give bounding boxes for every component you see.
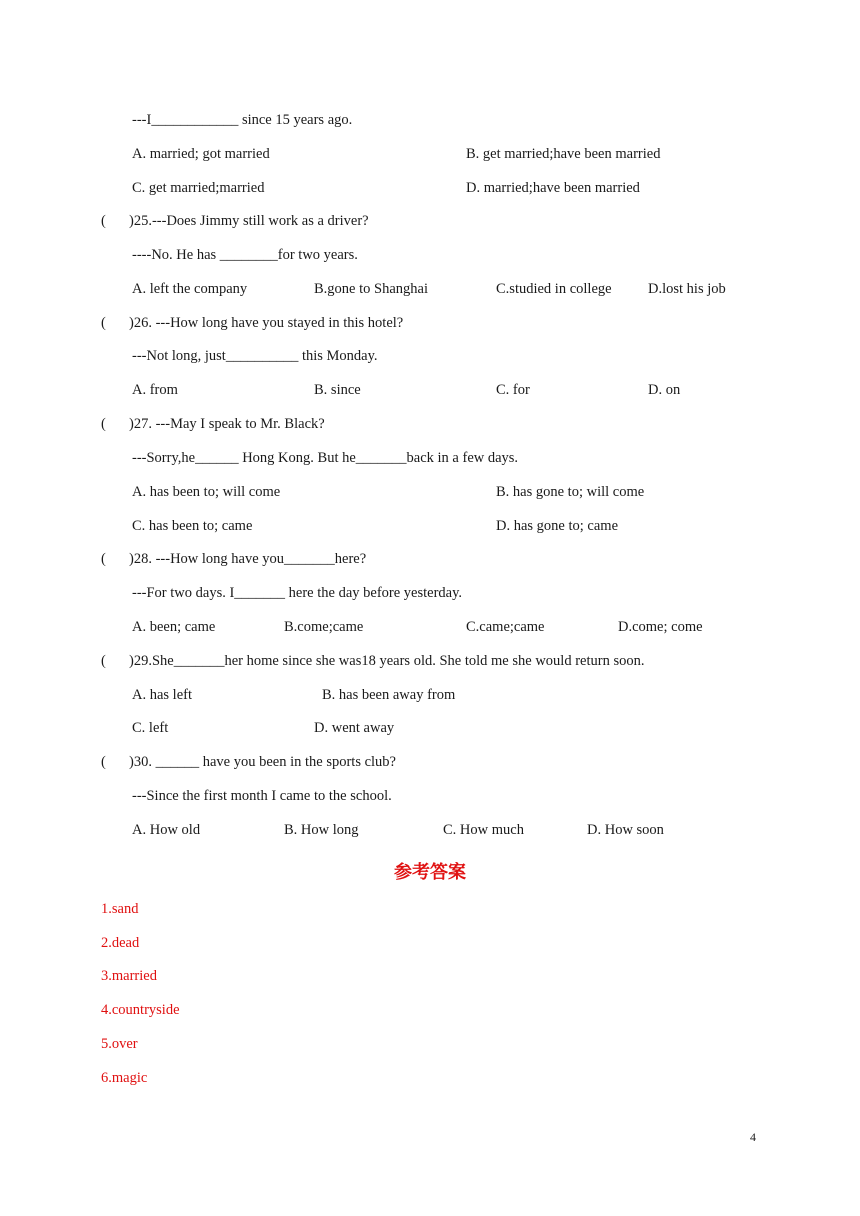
q28-option-b: B.come;came: [284, 619, 364, 635]
q24-option-a: A. married; got married: [132, 146, 270, 162]
answer-item: 4.countryside: [101, 1002, 180, 1018]
answer-item: 6.magic: [101, 1070, 148, 1086]
q29-option-a: A. has left: [132, 687, 192, 703]
q28-option-d: D.come; come: [618, 619, 703, 635]
q25-answer-line: ----No. He has ________for two years.: [132, 247, 358, 263]
q27-option-a: A. has been to; will come: [132, 484, 281, 500]
q28-option-a: A. been; came: [132, 619, 216, 635]
q30-option-a: A. How old: [132, 822, 201, 838]
q25-paren: (: [101, 213, 106, 229]
q27-question: )27. ---May I speak to Mr. Black?: [129, 416, 325, 432]
q26-option-a: A. from: [132, 382, 178, 398]
q27-option-c: C. has been to; came: [132, 518, 253, 534]
q29-option-d: D. went away: [314, 720, 395, 736]
q29-paren: (: [101, 653, 106, 669]
q30-answer-line: ---Since the first month I came to the school.: [132, 788, 392, 804]
q26-question: )26. ---How long have you stayed in this hotel?: [129, 315, 404, 331]
q27-option-d: D. has gone to; came: [496, 518, 619, 534]
q30-option-d: D. How soon: [587, 822, 664, 838]
page-number: 4: [750, 1130, 756, 1144]
q29-option-c: C. left: [132, 720, 169, 736]
q30-option-b: B. How long: [284, 822, 359, 838]
answer-item: 1.sand: [101, 901, 139, 917]
q25-question: )25.---Does Jimmy still work as a driver?: [129, 213, 369, 229]
answer-key-title: 参考答案: [394, 862, 466, 883]
q29-question: )29.She_______her home since she was18 years old. She told me she would return soon.: [129, 653, 645, 669]
answer-item: 3.married: [101, 968, 157, 984]
q30-paren: (: [101, 754, 106, 770]
q30-question: )30. ______ have you been in the sports club?: [129, 754, 396, 770]
q25-option-d: D.lost his job: [648, 281, 726, 297]
q26-option-d: D. on: [648, 382, 681, 398]
q25-option-a: A. left the company: [132, 281, 248, 297]
q27-answer-line: ---Sorry,he______ Hong Kong. But he_______back in a few days.: [132, 450, 519, 466]
q30-option-c: C. How much: [443, 822, 524, 838]
q26-option-c: C. for: [496, 382, 530, 398]
q27-option-b: B. has gone to; will come: [496, 484, 645, 500]
q26-paren: (: [101, 315, 106, 331]
q24-option-c: C. get married;married: [132, 180, 265, 196]
answer-item: 2.dead: [101, 935, 140, 951]
q28-option-c: C.came;came: [466, 619, 545, 635]
q28-paren: (: [101, 551, 106, 567]
q24-answer-line: ---I____________ since 15 years ago.: [132, 112, 353, 128]
q25-option-c: C.studied in college: [496, 281, 612, 297]
q26-answer-line: ---Not long, just__________ this Monday.: [132, 348, 378, 364]
answer-item: 5.over: [101, 1036, 138, 1052]
q26-option-b: B. since: [314, 382, 361, 398]
q24-option-d: D. married;have been married: [466, 180, 640, 196]
q29-option-b: B. has been away from: [322, 687, 456, 703]
q24-option-b: B. get married;have been married: [466, 146, 661, 162]
q27-paren: (: [101, 416, 106, 432]
q28-answer-line: ---For two days. I_______ here the day before yesterday.: [132, 585, 463, 601]
q28-question: )28. ---How long have you_______here?: [129, 551, 367, 567]
q25-option-b: B.gone to Shanghai: [314, 281, 428, 297]
